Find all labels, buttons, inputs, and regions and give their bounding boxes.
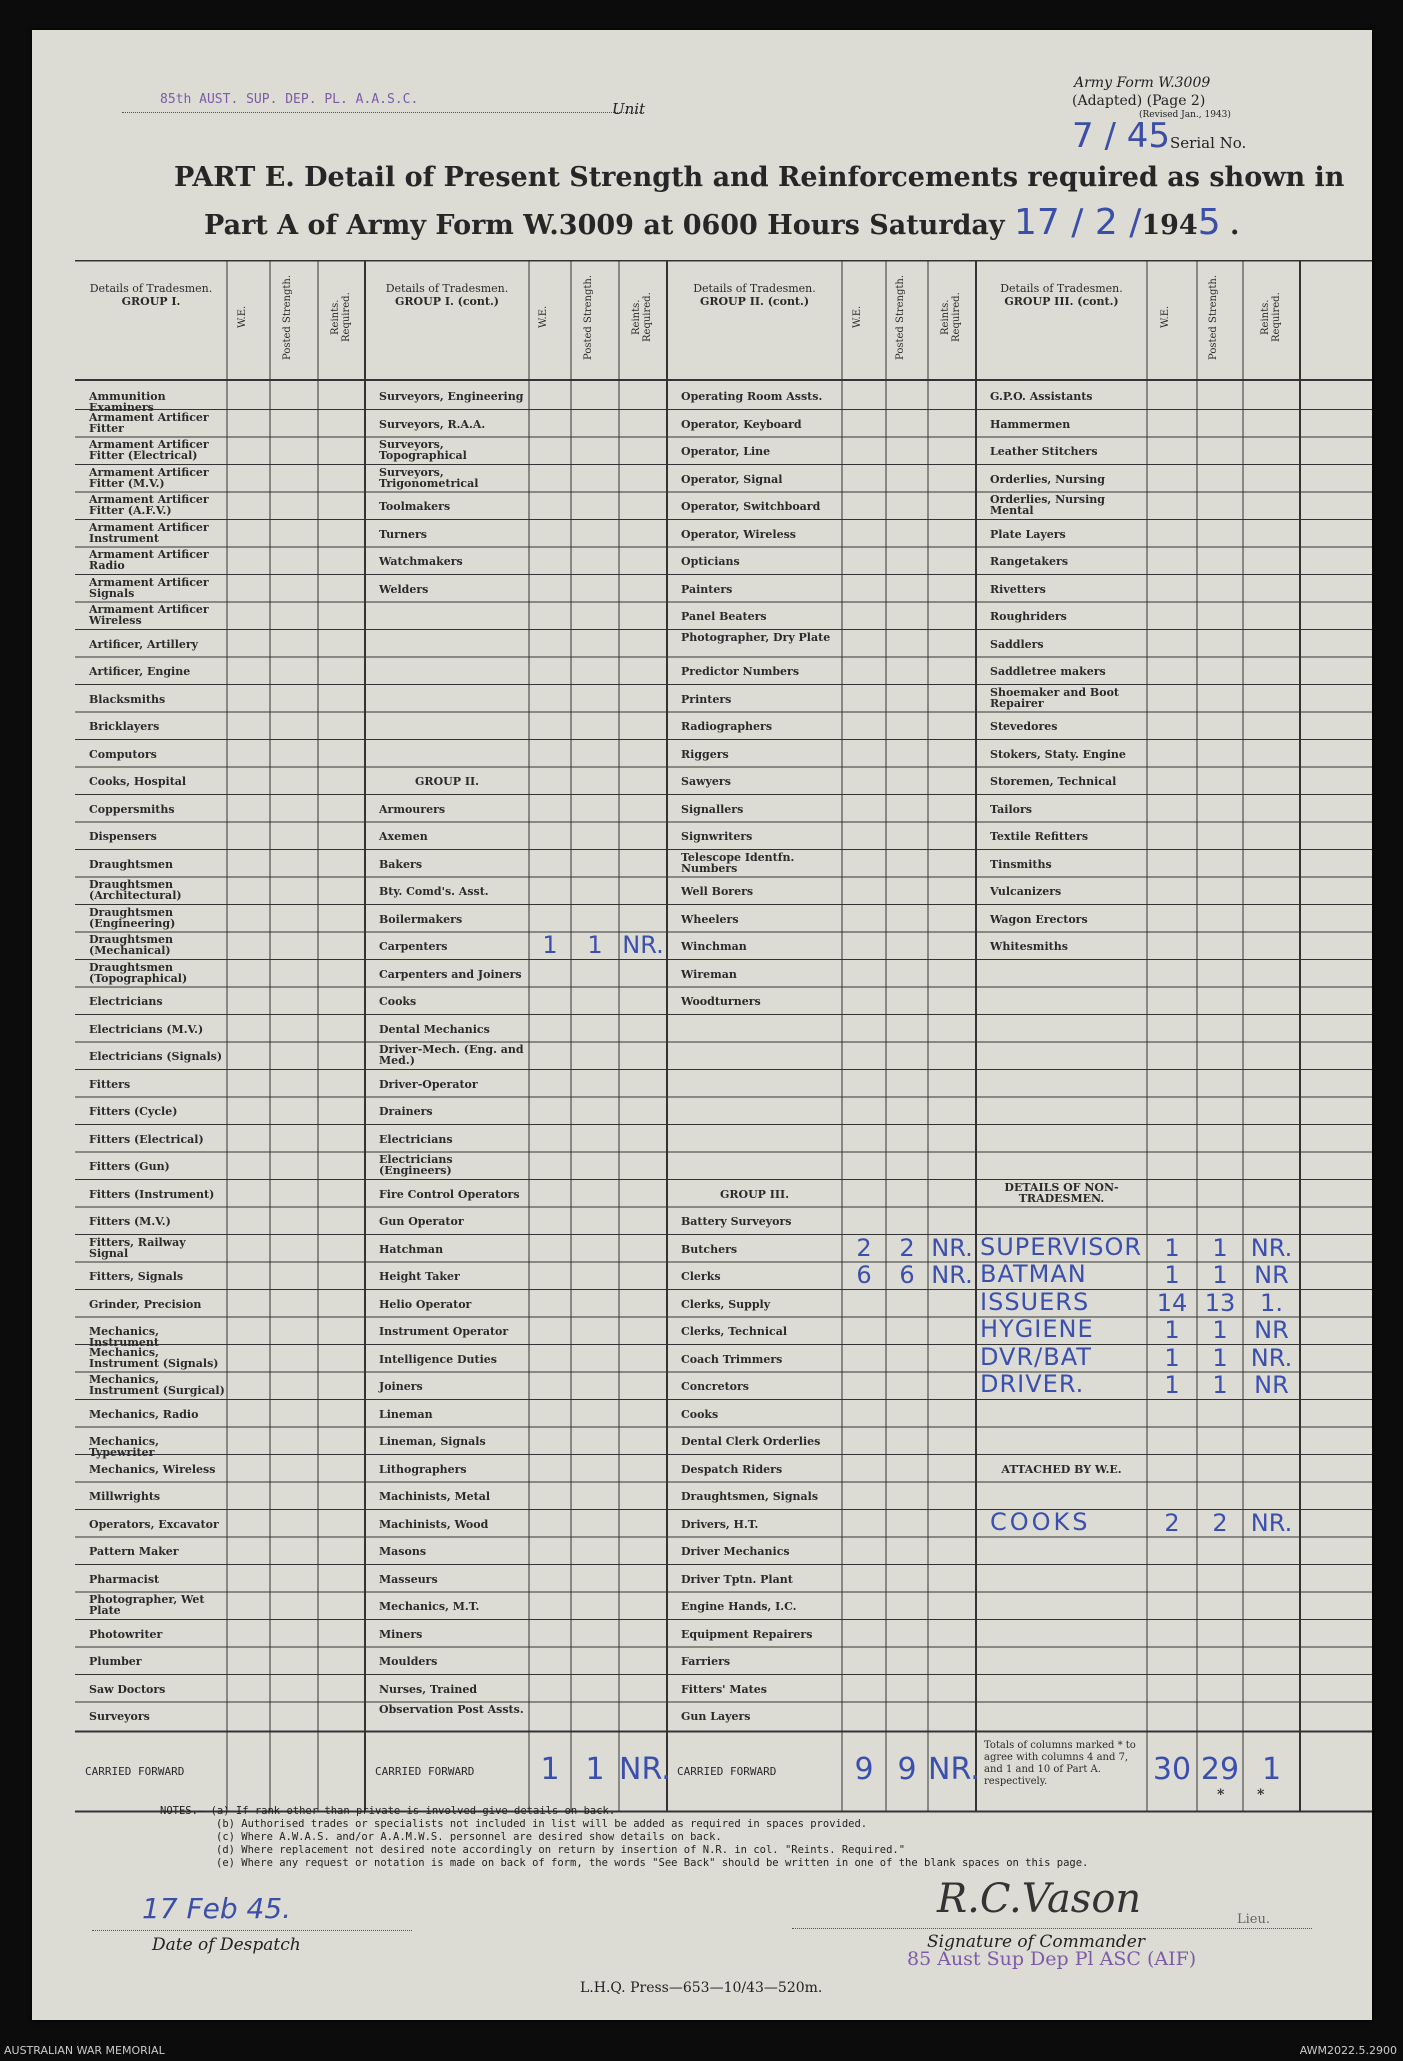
non-tradesman-name: ISSUERS: [980, 1287, 1090, 1316]
trade-label: Wireman: [681, 967, 737, 981]
trade-label: Cooks: [681, 1407, 719, 1421]
trade-label: Saddletree makers: [990, 665, 1106, 678]
trade-label: Computors: [89, 747, 157, 761]
serial-number: 7 / 45: [1072, 116, 1170, 156]
trade-label: Observation Post Assts.: [379, 1703, 524, 1716]
trade-label: Mechanics, M.T.: [379, 1600, 480, 1613]
title-line-1: PART E. Detail of Present Strength and Reinforcements required as shown in: [174, 162, 1345, 193]
trade-label: Surveyors, Engineering: [379, 390, 524, 403]
unit-stamp: 85th AUST. SUP. DEP. PL. A.A.S.C.: [160, 92, 419, 107]
attached-we: 2: [1164, 1508, 1180, 1537]
trade-label: Orderlies, Nursing: [990, 472, 1105, 486]
trade-label: Signwriters: [681, 830, 753, 843]
trade-label: Driver-Mech. (Eng. and Med.): [379, 1043, 524, 1067]
trade-label: Dental Mechanics: [379, 1022, 490, 1036]
cf4-posted: 29: [1200, 1751, 1240, 1787]
column-header-posted: Posted Strength.: [895, 274, 906, 360]
trade-label: Armament Artificer Signals: [89, 575, 209, 600]
trade-label: Mechanics, Instrument (Surgical): [89, 1373, 225, 1397]
trade-label: Woodturners: [681, 995, 761, 1008]
carpenters-we: 1: [542, 931, 558, 959]
trade-label: Armament Artificer Instrument: [89, 520, 209, 545]
column-header-posted: Posted Strength.: [282, 274, 293, 360]
despatch-label: Date of Despatch: [152, 1935, 301, 1955]
trade-label: Bty. Comd's. Asst.: [379, 885, 489, 898]
trade-label: Vulcanizers: [990, 885, 1062, 898]
trade-label: Operator, Line: [681, 445, 771, 458]
nt-posted: 1: [1212, 1343, 1228, 1372]
unit-label: Unit: [612, 100, 646, 118]
nt-reints: NR: [1254, 1261, 1289, 1289]
trade-label: Electricians (M.V.): [89, 1022, 204, 1036]
trade-label: Operator, Signal: [681, 472, 783, 486]
trade-label: Draughtsmen (Mechanical): [89, 933, 174, 957]
nt-we: 14: [1156, 1288, 1188, 1317]
press-line: L.H.Q. Press—653—10/43—520m.: [580, 1980, 823, 1996]
trade-label: Armourers: [379, 802, 446, 816]
nt-posted: 1: [1212, 1233, 1228, 1262]
awm-label: AUSTRALIAN WAR MEMORIAL: [4, 2044, 165, 2057]
unit-line: [122, 112, 642, 113]
details-label: Details of Tradesmen.: [385, 282, 509, 295]
trade-label: Coppersmiths: [89, 802, 175, 816]
column-header-reints: Reints. Required.: [940, 292, 962, 342]
trade-label: Shoemaker and Boot Repairer: [990, 685, 1119, 710]
group-label: GROUP III. (cont.): [1004, 295, 1119, 308]
carried-forward-label: CARRIED FORWARD: [677, 1764, 777, 1778]
trade-label: Armament Artificer Wireless: [89, 603, 209, 627]
trade-label: Ammunition Examiners: [89, 390, 166, 414]
trade-label: Stokers, Staty. Engine: [990, 747, 1126, 761]
carried-forward-label: CARRIED FORWARD: [375, 1764, 475, 1778]
date-hand: 17 / 2 /: [1014, 202, 1142, 243]
butchers-we: 2: [856, 1233, 872, 1262]
group-heading: ATTACHED BY W.E.: [1001, 1462, 1122, 1476]
trade-label: Armament Artificer Fitter (A.F.V.): [89, 493, 209, 517]
note-b: (b) Authorised trades or specialists not included in list will be added as required in spaces provided.: [216, 1818, 868, 1830]
trade-label: Plumber: [89, 1655, 142, 1668]
trade-label: Draughtsmen: [89, 857, 174, 871]
trade-label: Toolmakers: [379, 500, 451, 513]
column-header-we: W.E.: [852, 305, 863, 329]
butchers-reints: NR.: [931, 1233, 973, 1262]
cf3-we: 9: [854, 1751, 874, 1787]
trade-label: Drainers: [379, 1105, 433, 1118]
trade-label: Gun Layers: [681, 1710, 751, 1723]
trade-label: Roughriders: [990, 610, 1067, 623]
cf3-reints: NR.: [928, 1751, 980, 1787]
trade-label: Telescope Identfn. Numbers: [681, 850, 795, 875]
trade-label: Textile Refitters: [990, 830, 1089, 843]
trade-label: Tailors: [990, 802, 1032, 816]
trade-label: Painters: [681, 582, 733, 596]
signature-line: [792, 1928, 1312, 1929]
nt-posted: 13: [1204, 1288, 1236, 1317]
trade-label: Farriers: [681, 1655, 731, 1668]
trade-label: Whitesmiths: [990, 940, 1068, 953]
trade-label: Fitters (Electrical): [89, 1132, 204, 1146]
trade-label: Lineman: [379, 1407, 433, 1421]
form-revised: (Revised Jan., 1943): [1139, 110, 1231, 120]
trade-label: Clerks, Supply: [681, 1297, 771, 1311]
trade-label: Saw Doctors: [89, 1682, 166, 1696]
non-tradesman-name: BATMAN: [980, 1260, 1087, 1288]
trade-label: Clerks: [681, 1270, 721, 1283]
trade-label: Dental Clerk Orderlies: [681, 1435, 821, 1448]
trade-label: Masseurs: [379, 1572, 438, 1586]
trade-label: Lineman, Signals: [379, 1435, 486, 1448]
serial-label: Serial No.: [1170, 134, 1247, 152]
group-heading: GROUP II.: [415, 775, 479, 788]
trade-label: Fitters (Instrument): [89, 1187, 215, 1201]
note-e: (e) Where any request or notation is made on back of form, the words "See Back" should be written in one of the blank spaces on this page.: [216, 1857, 1089, 1869]
trade-label: Mechanics, Instrument: [89, 1325, 159, 1349]
trade-label: Sawyers: [681, 775, 731, 788]
nt-posted: 1: [1212, 1371, 1228, 1399]
group-heading: GROUP III.: [719, 1187, 790, 1201]
cf4-we: 30: [1152, 1751, 1192, 1787]
trade-label: Photographer, Wet Plate: [89, 1593, 205, 1617]
group-heading: DETAILS OF NON-TRADESMEN.: [1004, 1180, 1119, 1205]
trade-label: Fitters (Gun): [89, 1160, 170, 1173]
column-header-posted: Posted Strength.: [583, 274, 594, 360]
trade-label: Electricians (Signals): [89, 1050, 223, 1063]
trade-label: Carpenters and Joiners: [379, 967, 522, 981]
trade-label: Mechanics, Radio: [89, 1407, 199, 1421]
column-header-details: [667, 282, 842, 308]
trade-label: Draughtsmen (Topographical): [89, 960, 188, 985]
butchers-posted: 2: [899, 1233, 915, 1262]
table-lines: [75, 260, 1372, 1820]
column-header-posted: Posted Strength.: [1208, 274, 1219, 360]
carpenters-posted: 1: [587, 931, 603, 959]
trade-label: Carpenters: [379, 940, 448, 953]
trade-label: Draughtsmen (Engineering): [89, 905, 176, 930]
trade-label: Millwrights: [89, 1490, 161, 1503]
group-label: GROUP I.: [121, 295, 181, 308]
trade-label: Machinists, Metal: [379, 1490, 491, 1503]
trade-label: Turners: [379, 527, 427, 541]
signature-rank: Lieu.: [1237, 1912, 1270, 1927]
trade-label: Gun Operator: [379, 1215, 464, 1228]
trade-label: Concretors: [681, 1380, 749, 1393]
trade-label: G.P.O. Assistants: [990, 390, 1093, 403]
trade-label: Machinists, Wood: [379, 1517, 489, 1531]
nt-reints: NR: [1254, 1316, 1289, 1344]
trade-label: Mechanics, Wireless: [89, 1462, 216, 1476]
trade-label: Nurses, Trained: [379, 1682, 478, 1696]
trade-label: Panel Beaters: [681, 610, 767, 623]
nt-we: 1: [1164, 1316, 1180, 1344]
trade-label: Surveyors, Trigonometrical: [379, 465, 479, 490]
nt-we: 1: [1164, 1261, 1180, 1289]
cf2-we: 1: [540, 1751, 560, 1787]
trade-label: Butchers: [681, 1242, 738, 1256]
trade-label: Miners: [379, 1627, 423, 1641]
trade-label: Opticians: [681, 555, 740, 568]
trade-label: Fitters, Railway Signal: [89, 1235, 186, 1260]
nt-we: 1: [1164, 1371, 1180, 1399]
trade-label: Artificer, Engine: [89, 665, 191, 678]
carpenters-reints: NR.: [622, 931, 664, 959]
column-header-reints: Reints. Required.: [1259, 292, 1282, 342]
trade-label: Fitters' Mates: [681, 1682, 767, 1696]
star-mark-reints: *: [1257, 1786, 1265, 1803]
trade-label: Bakers: [379, 857, 423, 871]
column-header-we: W.E.: [538, 305, 549, 329]
nt-we: 1: [1164, 1343, 1180, 1372]
trade-label: Well Borers: [681, 885, 754, 898]
trade-label: Masons: [379, 1545, 427, 1558]
nt-reints: NR.: [1250, 1343, 1293, 1372]
nt-we: 1: [1164, 1233, 1180, 1262]
trade-label: Driver-Operator: [379, 1077, 478, 1091]
form-page: [32, 30, 1372, 2020]
trade-label: Armament Artificer Radio: [89, 548, 209, 572]
trade-label: Operating Room Assts.: [681, 390, 823, 403]
trade-label: Coach Trimmers: [681, 1352, 783, 1366]
non-tradesman-name: HYGIENE: [980, 1315, 1094, 1343]
trade-label: Surveyors, Topographical: [379, 438, 467, 462]
trade-label: Saddlers: [990, 637, 1044, 651]
clerks-reints: NR.: [931, 1261, 973, 1289]
trade-label: Artificer, Artillery: [89, 637, 199, 651]
note-c: (c) Where A.W.A.S. and/or A.A.M.W.S. personnel are desired show details on back.: [216, 1831, 722, 1843]
cf3-posted: 9: [897, 1751, 917, 1787]
non-tradesman-name: DVR/BAT: [980, 1342, 1092, 1371]
trade-label: Leather Stitchers: [990, 445, 1098, 458]
attached-name: COOKS: [990, 1507, 1091, 1536]
trade-label: Engine Hands, I.C.: [681, 1600, 797, 1613]
trade-label: Fitters: [89, 1077, 131, 1091]
trade-label: Hatchman: [379, 1242, 444, 1256]
carried-forward-label: CARRIED FORWARD: [85, 1764, 185, 1778]
note-d: (d) Where replacement not desired note accordingly on return by insertion of N.R. in col. "Reints. Required.": [216, 1844, 906, 1856]
despatch-date: 17 Feb 45.: [142, 1892, 292, 1925]
nt-reints: NR: [1254, 1371, 1289, 1399]
trade-label: Cooks, Hospital: [89, 775, 187, 788]
trade-label: Riggers: [681, 747, 729, 761]
trade-label: Pattern Maker: [89, 1545, 179, 1558]
trade-label: Draughtsmen, Signals: [681, 1490, 819, 1503]
unit-stamp-footer: 85 Aust Sup Dep Pl ASC (AIF): [907, 1948, 1197, 1970]
star-mark-posted: *: [1217, 1786, 1225, 1803]
details-label: Details of Tradesmen.: [89, 282, 213, 295]
column-header-details: [976, 282, 1147, 308]
column-header-details: [75, 282, 227, 308]
trade-label: Operator, Wireless: [681, 527, 796, 541]
attached-reints: NR.: [1250, 1508, 1293, 1537]
year-hand: 5: [1197, 202, 1221, 243]
trade-label: Bricklayers: [89, 720, 160, 733]
nt-reints: 1.: [1260, 1288, 1283, 1317]
trade-label: Predictor Numbers: [681, 665, 800, 678]
trade-label: Axemen: [379, 830, 428, 843]
non-tradesman-name: SUPERVISOR: [980, 1232, 1143, 1261]
trade-label: Fire Control Operators: [379, 1187, 520, 1201]
trade-label: Lithographers: [379, 1462, 467, 1476]
trade-label: Rivetters: [990, 582, 1046, 596]
trade-label: Equipment Repairers: [681, 1627, 813, 1641]
form-adapted: (Adapted) (Page 2): [1072, 93, 1206, 109]
awm-id: AWM2022.5.2900: [1299, 2044, 1397, 2057]
trade-label: Wheelers: [681, 912, 739, 926]
trade-label: Driver Mechanics: [681, 1545, 790, 1558]
trade-label: Mechanics, Instrument (Signals): [89, 1345, 219, 1370]
title-line-2: Part A of Army Form W.3009 at 0600 Hours Saturday 17 / 2 /1945 .: [204, 202, 1240, 243]
trade-label: Welders: [379, 582, 429, 596]
column-header-reints: Reints. Required.: [329, 292, 352, 342]
trade-label: Rangetakers: [990, 555, 1069, 568]
trade-label: Joiners: [379, 1380, 423, 1393]
trade-label: Wagon Erectors: [990, 912, 1088, 926]
attached-posted: 2: [1212, 1508, 1228, 1537]
clerks-we: 6: [856, 1261, 872, 1289]
trade-label: Grinder, Precision: [89, 1297, 202, 1311]
trade-label: Operators, Excavator: [89, 1517, 219, 1531]
signature: R.C.Vason: [937, 1876, 1142, 1922]
trade-label: Boilermakers: [379, 912, 463, 926]
clerks-posted: 6: [899, 1261, 915, 1289]
trade-label: Armament Artificer Fitter: [89, 410, 209, 435]
trade-label: Blacksmiths: [89, 692, 166, 706]
trade-label: Pharmacist: [89, 1572, 160, 1586]
column-header-details: [365, 282, 529, 308]
trade-label: Signallers: [681, 802, 744, 816]
trade-label: Operator, Keyboard: [681, 417, 802, 431]
trade-label: Intelligence Duties: [379, 1352, 497, 1366]
note-a: (a) If rank other than private is involved give details on back.: [210, 1805, 616, 1817]
trade-label: Tinsmiths: [990, 857, 1052, 871]
trade-label: Clerks, Technical: [681, 1325, 787, 1338]
trade-label: Surveyors: [89, 1710, 150, 1723]
trade-label: Hammermen: [990, 417, 1071, 431]
trade-label: Plate Layers: [990, 527, 1066, 541]
group-label: GROUP I. (cont.): [395, 295, 499, 308]
non-tradesman-name: DRIVER.: [980, 1370, 1085, 1398]
strength-table: [75, 260, 1372, 1820]
column-header-reints: Reints. Required.: [631, 292, 653, 342]
trade-label: Radiographers: [681, 720, 773, 733]
trade-label: Driver Tptn. Plant: [681, 1572, 793, 1586]
cf4-reints: 1: [1261, 1751, 1282, 1787]
trade-label: Electricians: [89, 995, 163, 1008]
trade-label: Armament Artificer Fitter (M.V.): [89, 465, 209, 490]
trade-label: Fitters (Cycle): [89, 1105, 178, 1118]
totals-note: Totals of columns marked * to agree with columns 4 and 7, and 1 and 10 of Part A. respectively.: [984, 1739, 1136, 1787]
cf2-reints: NR.: [619, 1751, 671, 1787]
trade-label: Battery Surveyors: [681, 1215, 792, 1228]
column-header-we: W.E.: [236, 305, 248, 329]
details-label: Details of Tradesmen.: [693, 282, 816, 295]
nt-posted: 1: [1212, 1316, 1228, 1344]
trade-label: Photographer, Dry Plate: [681, 630, 831, 644]
despatch-line: [92, 1930, 412, 1931]
trade-label: Despatch Riders: [681, 1462, 783, 1476]
trade-label: Dispensers: [89, 830, 157, 843]
nt-posted: 1: [1212, 1261, 1228, 1289]
trade-label: Mechanics, Typewriter: [89, 1435, 159, 1459]
trade-label: Photowriter: [89, 1627, 163, 1641]
form-name: Army Form W.3009: [1074, 75, 1211, 91]
cf2-posted: 1: [585, 1751, 605, 1787]
trade-label: Electricians: [379, 1132, 453, 1146]
trade-label: Stevedores: [990, 720, 1058, 733]
nt-reints: NR.: [1250, 1233, 1293, 1262]
details-label: Details of Tradesmen.: [1000, 282, 1123, 295]
trade-label: Winchman: [681, 940, 747, 953]
trade-label: Height Taker: [379, 1270, 460, 1283]
trade-label: Armament Artificer Fitter (Electrical): [89, 438, 209, 462]
trade-label: Helio Operator: [379, 1297, 472, 1311]
trade-label: Cooks: [379, 995, 417, 1008]
trade-label: Instrument Operator: [379, 1325, 509, 1338]
trade-label: Surveyors, R.A.A.: [379, 417, 486, 431]
trade-label: Fitters, Signals: [89, 1270, 184, 1283]
trade-label: Orderlies, Nursing Mental: [990, 493, 1105, 517]
column-header-we: W.E.: [1160, 305, 1171, 329]
trade-label: Operator, Switchboard: [681, 500, 821, 513]
trade-label: Printers: [681, 692, 732, 706]
trade-label: Watchmakers: [379, 555, 463, 568]
signature-label: Signature of Commander: [927, 1932, 1145, 1952]
trade-label: Storemen, Technical: [990, 775, 1117, 788]
notes: NOTES.— (a) If rank other than private is involved give details on back. (b) Authorised trades or specialists not included in list will be added as required in spaces provided. (c) Where A.W.A.S. and/or A.A.M.W.S. personnel are desired show details on back. (d) Where replacement not desired note accordingly on return by insertion of N.R. in col. "Reints. Required." (e) Where any request or notation is made on back of form, the words "See Back" should be written in one of the blank spaces on this page.: [160, 1805, 1089, 1869]
trade-label: Fitters (M.V.): [89, 1215, 171, 1228]
trade-label: Electricians (Engineers): [379, 1153, 453, 1177]
group-label: GROUP II. (cont.): [699, 295, 810, 308]
trade-label: Moulders: [379, 1655, 438, 1668]
trade-label: Drivers, H.T.: [681, 1517, 759, 1531]
trade-label: Draughtsmen (Architectural): [89, 878, 182, 902]
